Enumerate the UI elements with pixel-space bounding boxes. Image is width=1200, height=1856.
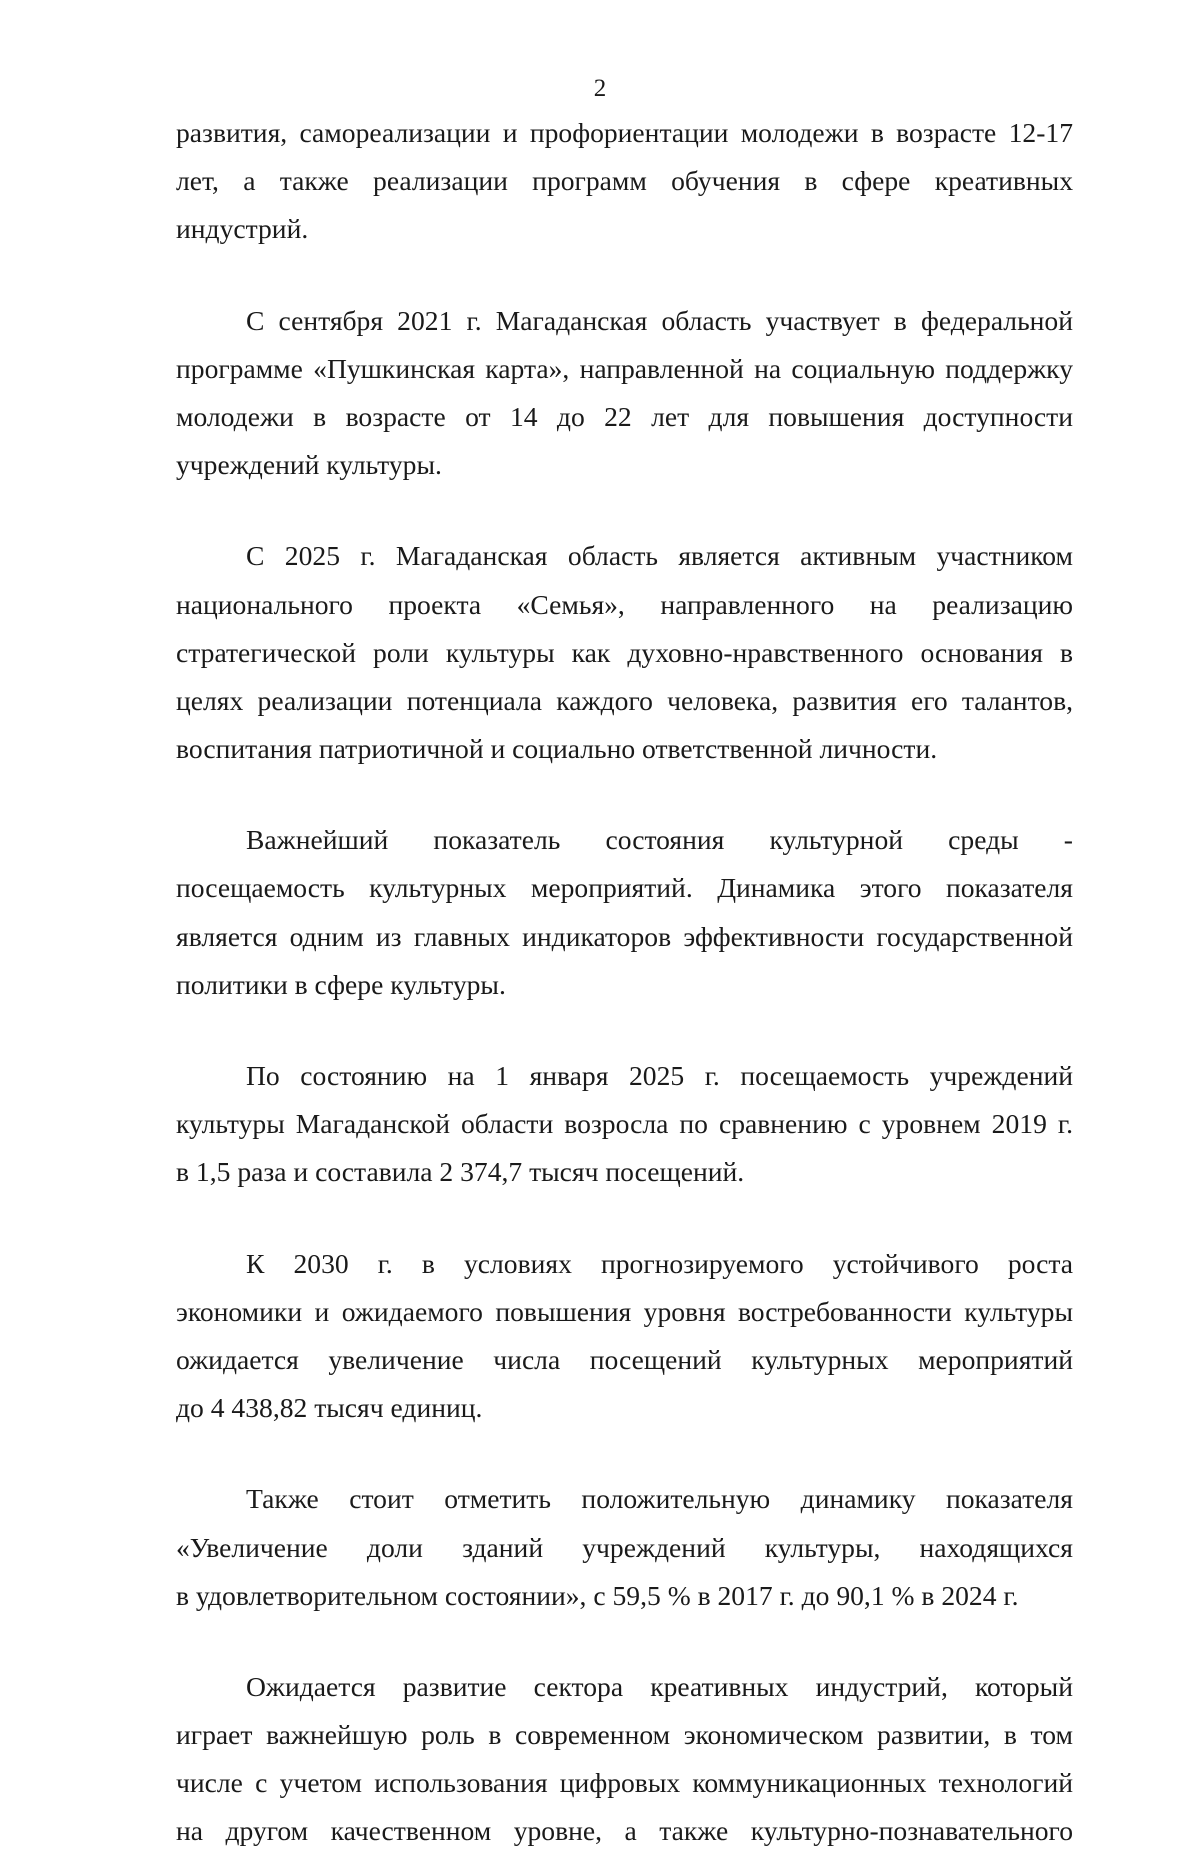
text-line: в удовлетворительном состоянии», с 59,5 % в 2017 г. до 90,1 % в 2024 г.	[176, 1579, 1019, 1611]
text-line: экономики и ожидаемого повышения уровня востребованности культуры	[176, 1295, 1073, 1327]
paragraph	[176, 109, 1073, 254]
paragraph	[176, 532, 1073, 773]
text-line: С сентября 2021 г. Магаданская область участвует в федеральной	[246, 304, 1073, 336]
text-line: Важнейший показатель состояния культурной среды -	[246, 824, 1073, 856]
paragraph	[176, 1240, 1073, 1433]
text-line: Ожидается развитие сектора креативных индустрий, который	[246, 1670, 1073, 1702]
text-line: индустрий.	[176, 213, 309, 245]
text-line: К 2030 г. в условиях прогнозируемого устойчивого роста	[246, 1247, 1073, 1279]
page-number: 2	[593, 75, 607, 102]
text-line: целях реализации потенциала каждого человека, развития его талантов,	[176, 684, 1073, 716]
text-line: ожидается увеличение числа посещений культурных мероприятий	[176, 1343, 1073, 1375]
paragraph	[176, 1052, 1073, 1197]
paragraph	[176, 1475, 1073, 1620]
text-line: лет, а также реализации программ обучения в сфере креативных	[176, 165, 1073, 197]
text-line: национального проекта «Семья», направленного на реализацию	[176, 588, 1073, 620]
text-line: политики в сфере культуры.	[176, 968, 506, 1000]
paragraph	[176, 1663, 1073, 1856]
text-line: По состоянию на 1 января 2025 г. посещаемость учреждений	[246, 1060, 1073, 1091]
body-text	[176, 109, 1073, 1856]
text-line: «Увеличение доли зданий учреждений культуры, находящихся	[176, 1531, 1073, 1563]
text-line: до 4 438,82 тысяч единиц.	[176, 1392, 483, 1424]
text-line: на другом качественном уровне, а также культурно-познавательного	[176, 1815, 1073, 1847]
paragraph	[176, 816, 1073, 1009]
text-line: воспитания патриотичной и социально ответственной личности.	[176, 733, 938, 765]
text-line: стратегической роли культуры как духовно-нравственного основания в	[176, 636, 1073, 668]
paragraph	[176, 297, 1073, 490]
text-line: является одним из главных индикаторов эффективности государственной	[176, 920, 1073, 952]
text-line: играет важнейшую роль в современном экономическом развитии, в том	[176, 1719, 1073, 1751]
text-line: учреждений культуры.	[176, 449, 442, 481]
text-line: С 2025 г. Магаданская область является активным участником	[246, 540, 1073, 572]
text-line: молодежи в возрасте от 14 до 22 лет для повышения доступности	[176, 400, 1073, 432]
text-line: культуры Магаданской области возросла по сравнению с уровнем 2019 г.	[176, 1108, 1073, 1140]
text-line: Также стоит отметить положительную динамику показателя	[246, 1483, 1073, 1515]
text-line: развития, самореализации и профориентации молодежи в возрасте 12-17	[176, 117, 1073, 148]
text-line: программе «Пушкинская карта», направленной на социальную поддержку	[176, 352, 1073, 384]
text-line: числе с учетом использования цифровых коммуникационных технологий	[176, 1767, 1073, 1799]
text-line: посещаемость культурных мероприятий. Динамика этого показателя	[176, 872, 1073, 904]
text-line: в 1,5 раза и составила 2 374,7 тысяч посещений.	[176, 1156, 745, 1188]
